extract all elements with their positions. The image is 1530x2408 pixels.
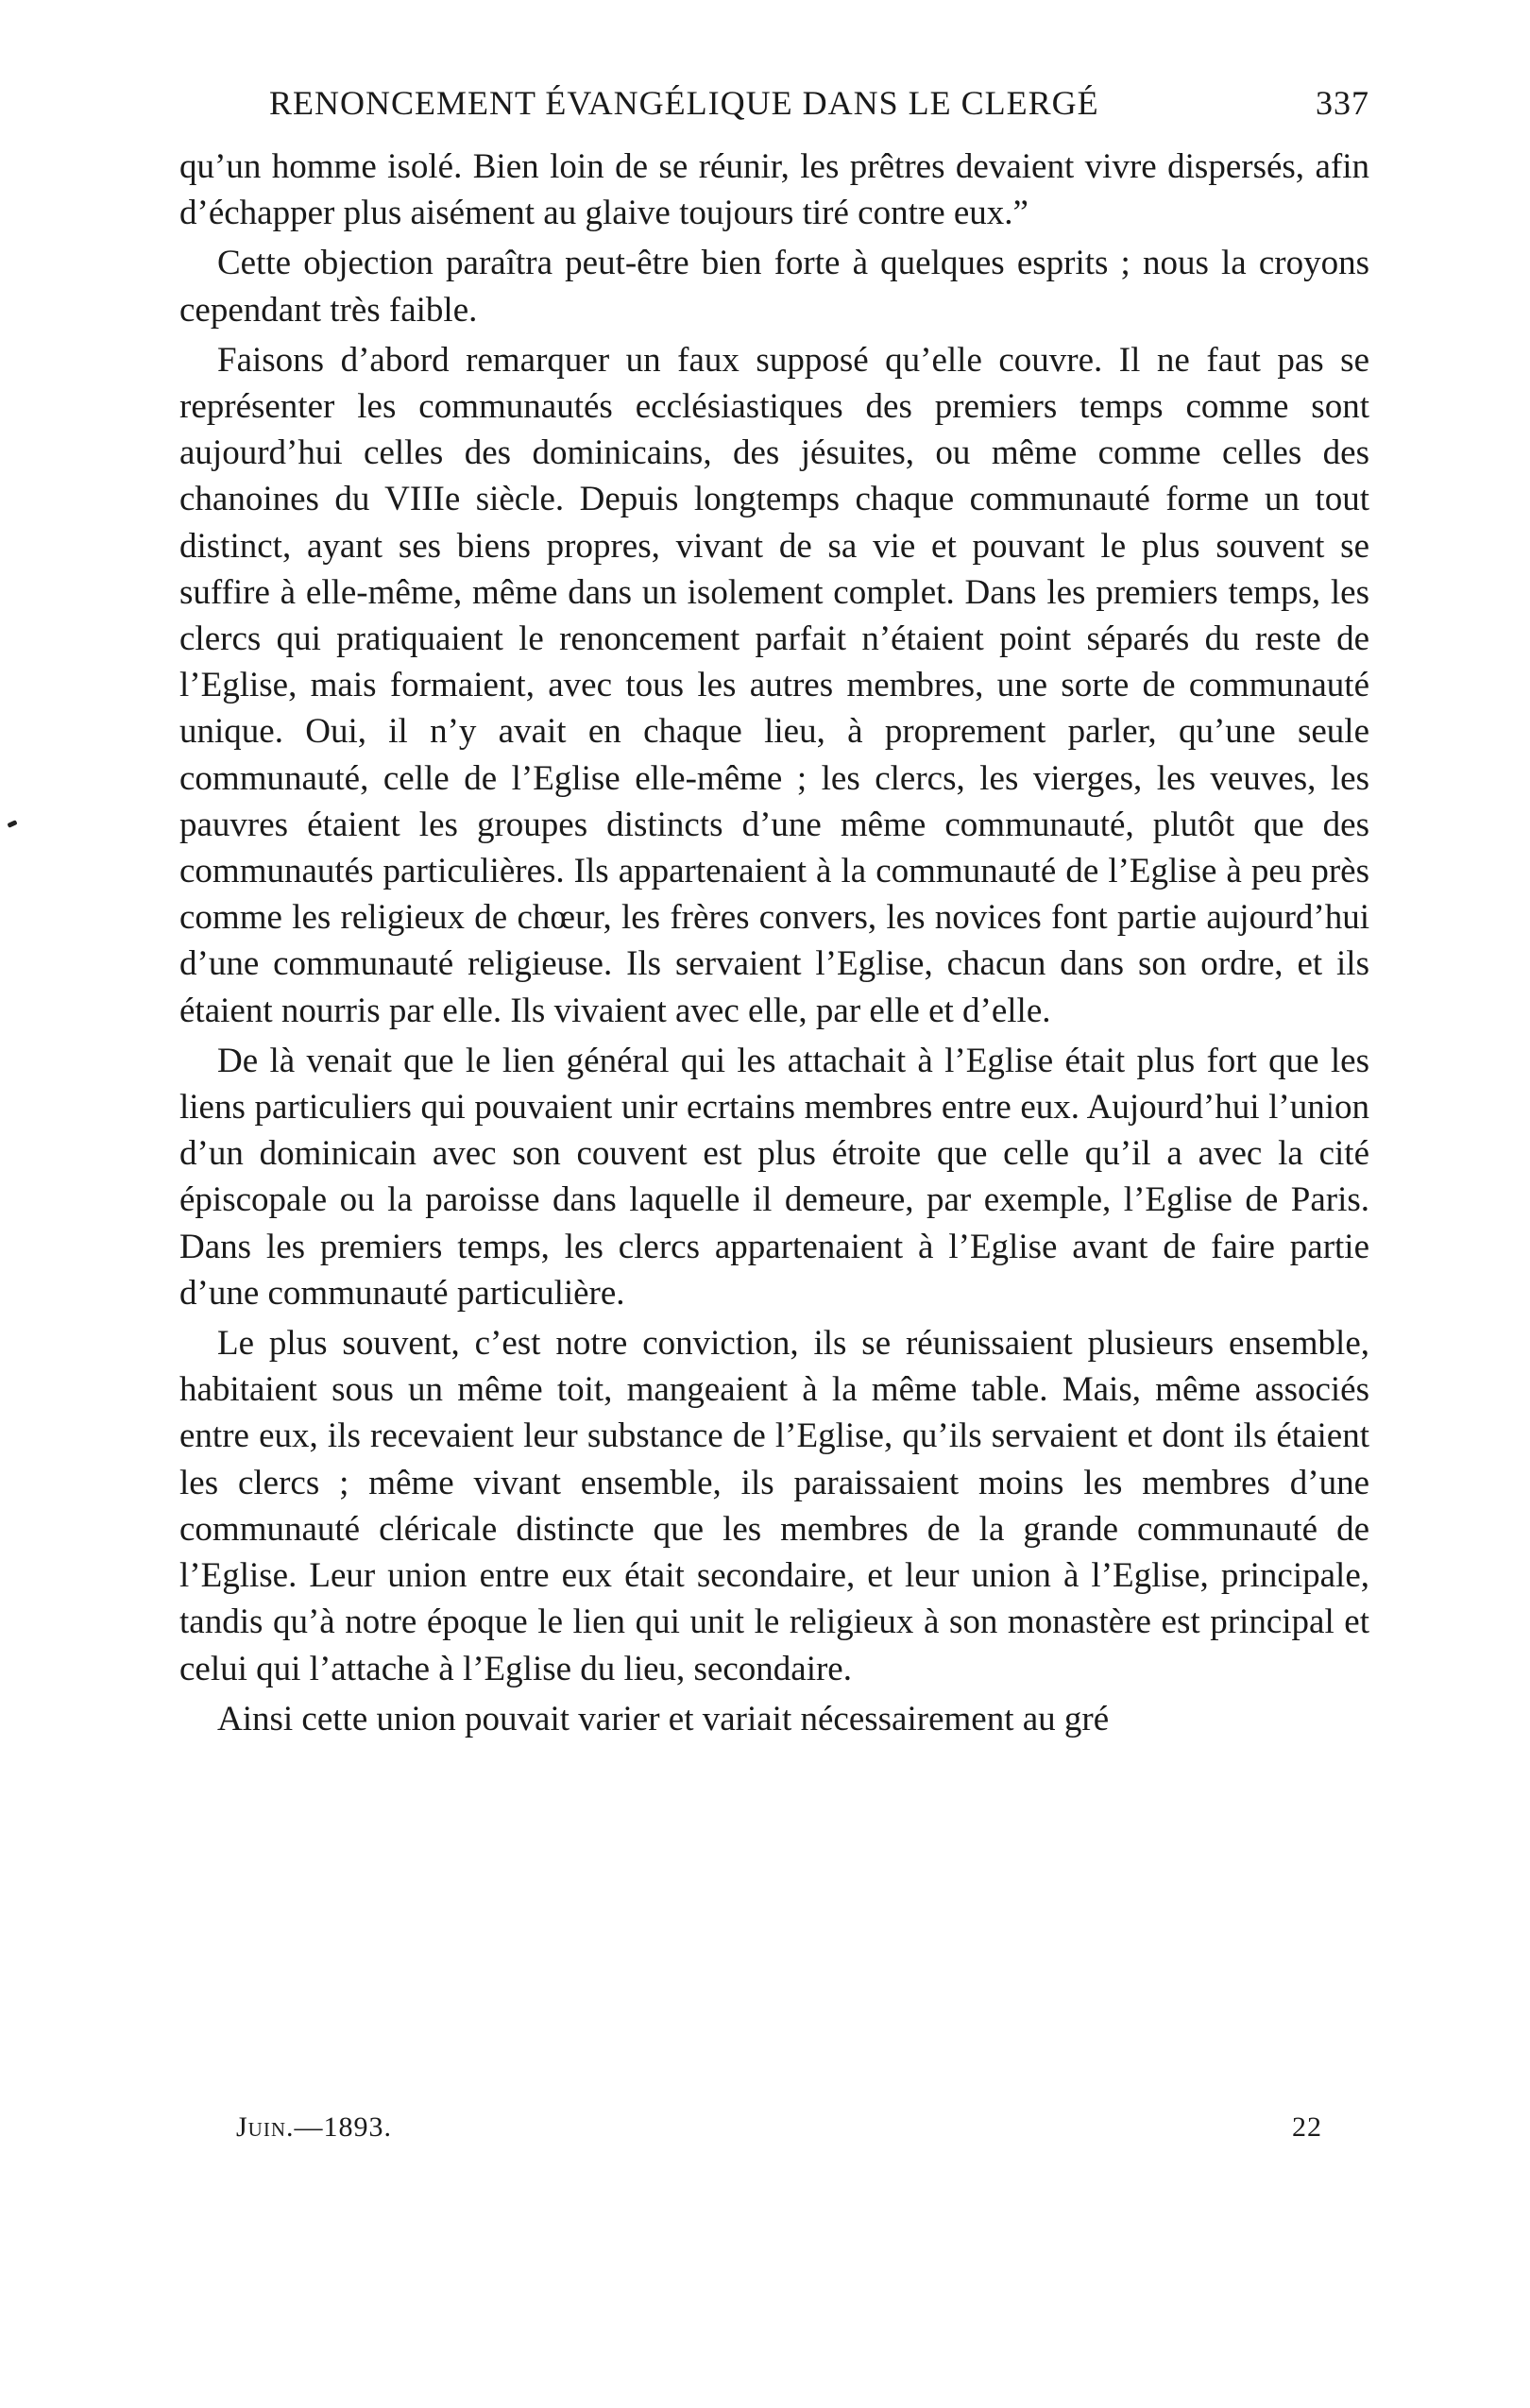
- paragraph: Le plus souvent, c’est notre conviction, ils se réunissaient plusieurs ensemble, habitaient sous un même toit, mangeaient à la même table. Mais, même associés entre eux, ils recevaient leur substance de l’Eglise, qu’ils servaient et dont ils étaient les clercs ; même vivant ensemble, ils paraissaient moins les membres d’une communauté cléricale distincte que les membres de la grande communauté de l’Eglise. Leur union entre eux était secondaire, et leur union à l’Eglise, principale, tandis qu’à notre époque le lien qui unit le religieux à son monastère est principal et celui qui l’attache à l’Eglise du lieu, secondaire.: [179, 1324, 1369, 1688]
- sheet-number: 22: [1292, 2111, 1322, 2143]
- paragraph: Ainsi cette union pouvait varier et variait nécessairement au gré: [217, 1699, 1110, 1738]
- page-footer: [236, 2111, 1322, 2144]
- running-title: RENONCEMENT ÉVANGÉLIQUE DANS LE CLERGÉ: [269, 84, 1099, 122]
- page-number: 337: [1316, 84, 1369, 122]
- text-body: [179, 144, 1369, 1742]
- paragraph: Faisons d’abord remarquer un faux supposé qu’elle couvre. Il ne faut pas se représenter les communautés ecclésiastiques des premiers temps comme sont aujourd’hui celles des dominicains, des jésuites, ou même comme celles des chanoines du VIIIe siècle. Depuis longtemps chaque communauté forme un tout distinct, ayant ses biens propres, vivant de sa vie et pouvant le plus souvent se suffire à elle-même, même dans un isolement complet. Dans les premiers temps, les clercs qui pratiquaient le renoncement parfait n’étaient point séparés du reste de l’Eglise, mais formaient, avec tous les autres membres, une sorte de communauté unique. Oui, il n’y avait en chaque lieu, à proprement parler, qu’une seule communauté, celle de l’Eglise elle-même ; les clercs, les vierges, les veuves, les pauvres étaient les groupes distincts d’une même communauté, plutôt que des communautés particulières. Ils appartenaient à la communauté de l’Eglise à peu près comme les religieux de chœur, les frères convers, les novices font partie aujourd’hui d’une communauté religieuse. Ils servaient l’Eglise, chacun dans son ordre, et ils étaient nourris par elle. Ils vivaient avec elle, par elle et d’elle.: [179, 340, 1369, 1030]
- paragraph: De là venait que le lien général qui les attachait à l’Eglise était plus fort que les liens particuliers qui pouvaient unir ecrtains membres entre eux. Aujourd’hui l’union d’un dominicain avec son couvent est plus étroite que celle qu’il a avec la cité épiscopale ou la paroisse dans laquelle il demeure, par exemple, l’Eglise de Paris. Dans les premiers temps, les clercs appartenaient à l’Eglise avant de faire partie d’une communauté particulière.: [179, 1041, 1369, 1313]
- book-page: [179, 83, 1369, 2161]
- signature-mark: Juin.—1893.: [236, 2111, 392, 2143]
- paragraph: Cette objection paraîtra peut-être bien forte à quelques esprits ; nous la croyons cependant très faible.: [179, 244, 1369, 330]
- ink-speck: [7, 820, 17, 828]
- running-head: [269, 83, 1369, 134]
- paragraph-continued: qu’un homme isolé. Bien loin de se réunir, les prêtres devaient vivre dispersés, afin d’échapper plus aisément au glaive toujours tiré contre eux.”: [179, 147, 1369, 233]
